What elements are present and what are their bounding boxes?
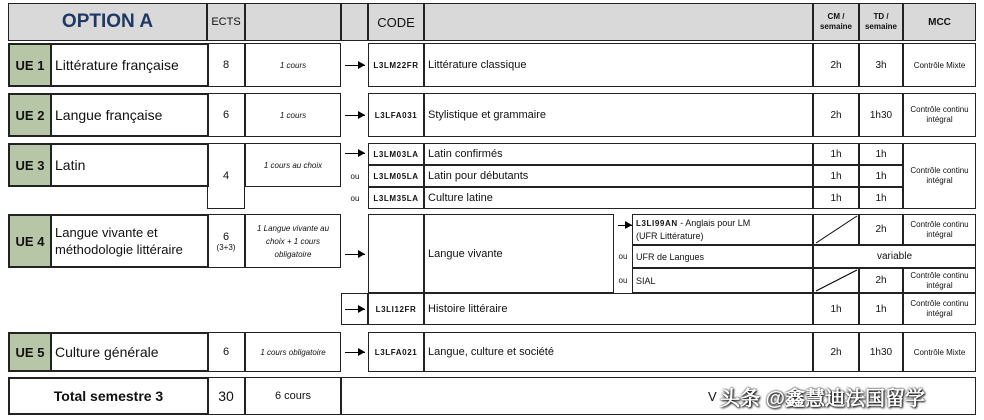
ue5-note: 1 cours obligatoire <box>245 332 341 372</box>
ue2-ects: 6 <box>207 93 245 137</box>
ue3-row1-course: Latin pour débutants <box>424 165 813 187</box>
ue3-row2-ou: ou <box>350 193 360 203</box>
header-title-cell <box>8 3 207 41</box>
diagonal-slash-icon <box>814 215 858 244</box>
ue3-row0-course: Latin confirmés <box>424 143 813 165</box>
arrow-header <box>341 3 368 41</box>
ue5-name: Culture générale <box>50 332 209 372</box>
cm-header: CM / semaine <box>813 3 859 41</box>
ue5-cm: 2h <box>813 332 859 372</box>
ue4-opt3: SIAL <box>632 268 813 293</box>
watermark: 头条 @鑫慧迪法国留学 <box>720 388 926 410</box>
ue4-opt2-variable: variable <box>813 245 976 268</box>
ue3-arrow <box>345 148 365 158</box>
ue3-row2-td: 1h <box>859 187 903 209</box>
ue4-opt1-arrow <box>618 220 632 230</box>
ue4-opt2: UFR de Langues <box>632 245 813 268</box>
ue5-mcc: Contrôle Mixte <box>903 332 976 372</box>
ue1-ects: 8 <box>207 43 245 87</box>
ue4-opt3-cm <box>813 268 859 293</box>
ue3-name: Latin <box>50 143 209 187</box>
ue1-course: Littérature classique <box>424 43 813 87</box>
ue3-row1-code: L3LM05LA <box>368 165 424 187</box>
course-header <box>424 3 813 41</box>
total-courses: 6 cours <box>245 377 341 415</box>
ue4-opt3-mcc: Contrôle continu intégral <box>903 268 976 293</box>
ue5-ects: 6 <box>207 332 245 372</box>
diagonal-slash-icon <box>814 269 858 292</box>
ue3-mcc: Contrôle continu intégral <box>903 143 976 209</box>
ue4-hist-mcc: Contrôle continu intégral <box>903 293 976 325</box>
ue1-code: L3LM22FR <box>368 43 424 87</box>
ue4-hist-code: L3LI12FR <box>368 293 424 325</box>
ue2-arrow <box>345 110 365 120</box>
ue3-row0-cm: 1h <box>813 143 859 165</box>
ue1-td: 3h <box>859 43 903 87</box>
ue2-mcc: Contrôle continu intégral <box>903 93 976 137</box>
ue4-hist-course: Histoire littéraire <box>424 293 813 325</box>
ue1-name: Littérature française <box>50 43 209 87</box>
ue1-mcc: Contrôle Mixte <box>903 43 976 87</box>
ue4-name: Langue vivante et méthodologie littéraire <box>50 214 209 268</box>
ue4-note: 1 Langue vivante au choix + 1 cours obligatoire <box>245 214 341 268</box>
total-label: Total semestre 3 <box>8 377 209 415</box>
ue1-arrow <box>345 60 365 70</box>
ue3-row1-td: 1h <box>859 165 903 187</box>
ue4-tag: UE 4 <box>8 214 52 268</box>
ue2-code: L3LFA031 <box>368 93 424 137</box>
total-ects: 30 <box>207 377 245 415</box>
ue4-opt2-ou: ou <box>618 252 628 261</box>
ue5-arrow <box>345 347 365 357</box>
ue4-opt1-cm <box>813 214 859 245</box>
option-title: OPTION A <box>61 11 154 32</box>
ue3-row1-ou: ou <box>350 171 360 181</box>
ue2-name: Langue française <box>50 93 209 137</box>
ue5-td: 1h30 <box>859 332 903 372</box>
ue2-course: Stylistique et grammaire <box>424 93 813 137</box>
ue4-hist-cm: 1h <box>813 293 859 325</box>
ue3-row2-course: Culture latine <box>424 187 813 209</box>
ue4-lv-code <box>368 214 424 293</box>
ue4-opt1-sub: (UFR Littérature) <box>636 231 704 241</box>
td-header: TD / semaine <box>859 3 903 41</box>
ue3-row0-code: L3LM03LA <box>368 143 424 165</box>
ue3-tag: UE 3 <box>8 143 52 187</box>
ue4-opt1-code: L3LI99AN <box>636 219 678 228</box>
ue1-cm: 2h <box>813 43 859 87</box>
ue5-tag: UE 5 <box>8 332 52 372</box>
ue2-cm: 2h <box>813 93 859 137</box>
ue4-opt1-td: 2h <box>859 214 903 245</box>
ue5-course: Langue, culture et société <box>424 332 813 372</box>
ue1-tag: UE 1 <box>8 43 52 87</box>
ue4-opt3-ou: ou <box>618 276 628 285</box>
ue3-row0-td: 1h <box>859 143 903 165</box>
ue4-ects: 6 <box>222 230 230 243</box>
ue4-ects-sub: (3+3) <box>216 242 236 252</box>
ects-header: ECTS <box>207 3 245 41</box>
ue4-hist-td: 1h <box>859 293 903 325</box>
ue4-lv-label: Langue vivante <box>424 214 614 293</box>
ue4-opt1-text: - Anglais pour LM <box>677 218 751 228</box>
ue3-ects: 4 <box>207 143 245 209</box>
mcc-header: MCC <box>903 3 976 41</box>
ue5-code: L3LFA021 <box>368 332 424 372</box>
ue3-note: 1 cours au choix <box>245 143 341 187</box>
ue4-opt1-mcc: Contrôle continu intégral <box>903 214 976 245</box>
total-partial: V <box>341 377 976 415</box>
ue3-row2-code: L3LM35LA <box>368 187 424 209</box>
code-header: CODE <box>368 3 424 41</box>
note-header <box>245 3 341 41</box>
ue4-opt3-td: 2h <box>859 268 903 293</box>
ue1-note: 1 cours <box>245 43 341 87</box>
ue2-note: 1 cours <box>245 93 341 137</box>
ue3-row2-cm: 1h <box>813 187 859 209</box>
ue4-hist-arrow <box>345 304 365 314</box>
ue2-tag: UE 2 <box>8 93 52 137</box>
ue4-ects-cell <box>207 214 245 268</box>
ue2-td: 1h30 <box>859 93 903 137</box>
ue4-lv-arrow <box>345 249 365 259</box>
ue3-row1-cm: 1h <box>813 165 859 187</box>
ue4-opt1 <box>632 214 813 245</box>
